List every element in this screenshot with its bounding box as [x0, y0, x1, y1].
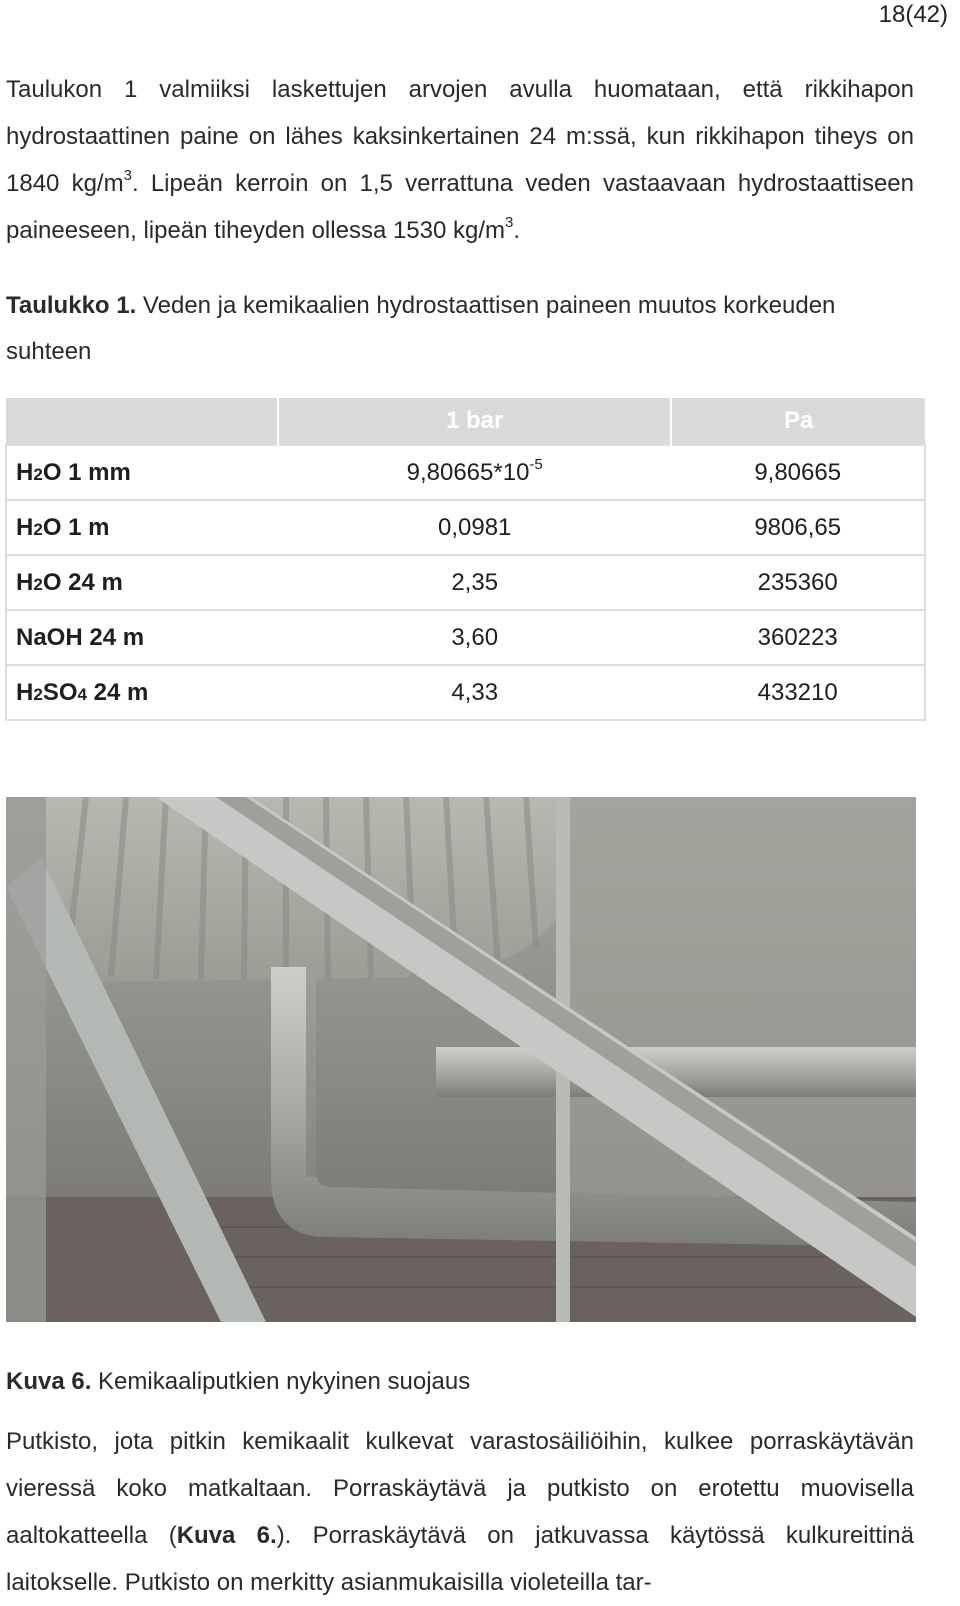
figure-caption-text: Kemikaaliputkien nykyinen suojaus [91, 1368, 471, 1395]
pipe-photo-illustration [6, 797, 916, 1322]
intro-text-3: . [513, 217, 521, 244]
label-text: O 1 m [42, 513, 110, 541]
body-text-2: ). Porraskäytävä on jatkuvassa käytössä kulkureittinä laitokselle. Putkisto on merkitty asianmukaisilla violeteilla tar- [6, 1522, 914, 1596]
pa-value: 235360 [671, 555, 925, 610]
label-text: H [16, 568, 34, 596]
table-row [6, 555, 925, 610]
intro-paragraph [6, 66, 914, 254]
label-text: 24 m [86, 678, 149, 706]
row-label [6, 665, 278, 720]
row-label [6, 500, 278, 555]
bar-value: 4,33 [278, 665, 671, 720]
row-label [6, 445, 278, 500]
superscript-2: 3 [505, 214, 514, 231]
row-label [6, 555, 278, 610]
page-number: 18(42) [878, 1, 948, 28]
pa-value: 9806,65 [671, 500, 925, 555]
label-text: SO [42, 678, 78, 706]
label-subscript: 2 [33, 574, 43, 594]
pipe-photo [6, 797, 916, 1322]
superscript-1: 3 [123, 167, 132, 184]
bar-value [278, 445, 671, 500]
label-text: H [16, 678, 34, 706]
figure-caption-label: Kuva 6. [6, 1368, 92, 1395]
bar-exponent: -5 [529, 455, 543, 473]
row-label: NaOH 24 m [6, 610, 278, 665]
label-subscript: 2 [33, 464, 43, 484]
intro-text-2: . Lipeän kerroin on 1,5 verrattuna veden vastaavaan hydrostaattiseen paineeseen, lipeän tiheyden ollessa 1530 kg/m [6, 170, 915, 244]
bar-value: 3,60 [278, 610, 671, 665]
left-wall-strip [6, 797, 46, 1322]
figure-reference: Kuva 6. [176, 1522, 277, 1549]
body-paragraph [6, 1418, 914, 1606]
pa-value: 360223 [671, 610, 925, 665]
header-pa-col: Pa [671, 398, 925, 445]
label-subscript: 4 [77, 684, 87, 704]
header-label-col [6, 398, 278, 445]
table-row [6, 610, 925, 665]
bar-value: 2,35 [278, 555, 671, 610]
bar-value: 0,0981 [278, 500, 671, 555]
pa-value: 9,80665 [671, 445, 925, 500]
label-text: O 1 mm [42, 458, 131, 486]
label-text: O 24 m [42, 568, 123, 596]
pressure-table [5, 398, 926, 721]
table-row [6, 665, 925, 720]
pa-value: 433210 [671, 665, 925, 720]
bar-value-text: 9,80665*10 [406, 458, 530, 486]
table-header-row [6, 398, 925, 445]
table-caption-text: Veden ja kemikaalien hydrostaattisen paineen muutos korkeuden suhteen [6, 292, 836, 365]
label-subscript: 2 [33, 519, 43, 539]
label-subscript: 2 [33, 684, 43, 704]
label-text: H [16, 458, 34, 486]
label-text: H [16, 513, 34, 541]
table-row [6, 500, 925, 555]
intro-text-1: Taulukon 1 valmiiksi laskettujen arvojen avulla huomataan, että rikkihapon hydrostaattinen paine on lähes kaksinkertainen 24 m:ssä, kun rikkihapon tiheys on 1840 kg/m [6, 76, 914, 197]
table-caption-label: Taulukko 1. [6, 292, 137, 319]
header-bar-col: 1 bar [278, 398, 671, 445]
figure-caption [6, 1364, 914, 1400]
table-caption [6, 283, 914, 375]
vertical-pipe-shade [306, 967, 316, 1177]
table-row [6, 445, 925, 500]
body-text-1: Putkisto, jota pitkin kemikaalit kulkevat varastosäiliöihin, kulkee porraskäytävän vieressä koko matkaltaan. Porraskäytävä ja putkisto on erotettu muovisella aaltokatteella ( [6, 1428, 914, 1549]
